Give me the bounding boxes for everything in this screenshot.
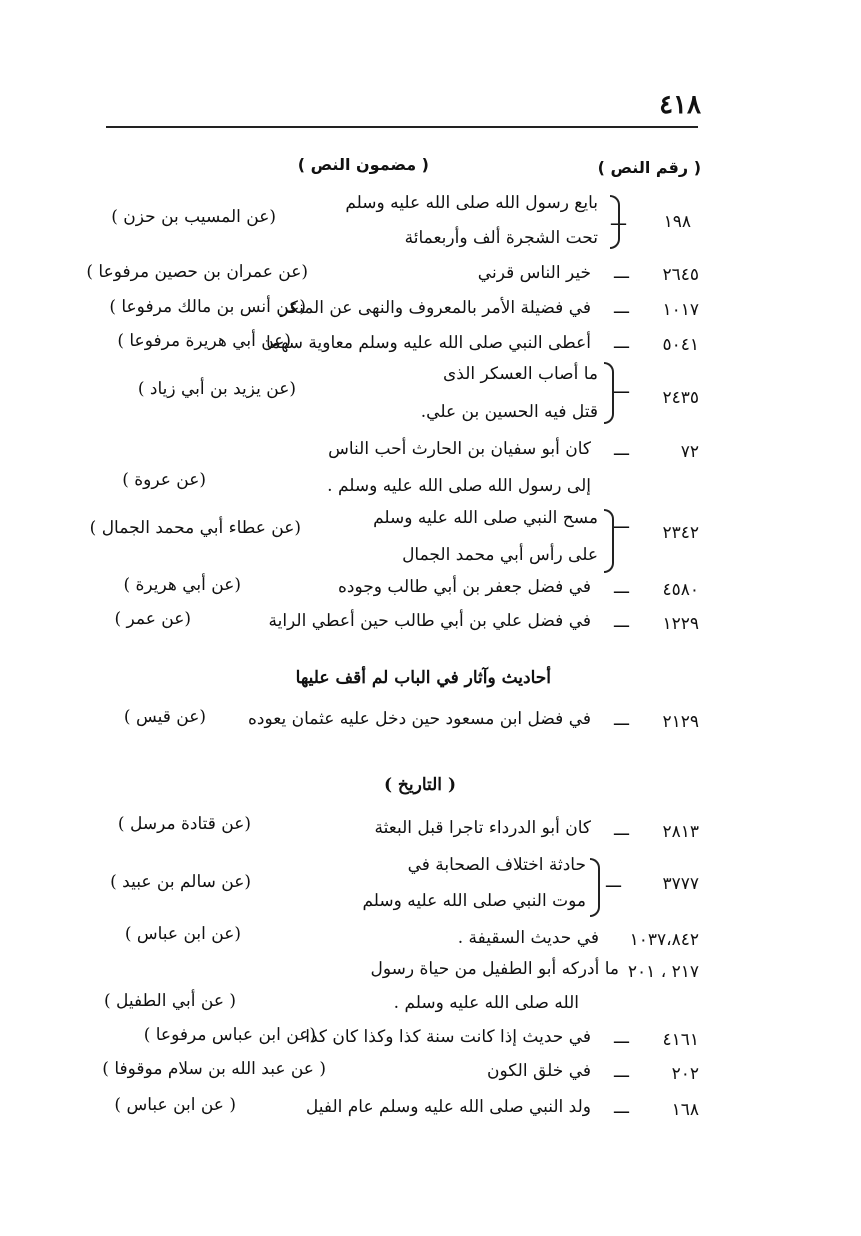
entry-source: (عن ابن عباس مرفوعا ) [143, 1025, 316, 1045]
dash: ـــ [614, 378, 629, 398]
entry-text: خير الناس قرني [477, 263, 591, 283]
entry-source: (عن عمران بن حصين مرفوعا ) [86, 262, 308, 282]
entry-text: في حديث إذا كانت سنة كذا وكذا كان كذا [305, 1027, 591, 1047]
section-heading: ( التاريخ ) [383, 775, 456, 795]
header-rule [106, 126, 698, 128]
dash: ـــ [614, 263, 629, 283]
entry-text: حادثة اختلاف الصحابة في [407, 855, 586, 875]
brace [604, 362, 614, 424]
entry-text: في خلق الكون [487, 1061, 591, 1081]
dash: ـــ [614, 578, 629, 598]
brace [610, 195, 620, 249]
entry-source: (عن سالم بن عبيد ) [110, 872, 251, 892]
entry-text: إلى رسول الله صلى الله عليه وسلم . [327, 476, 591, 496]
dash: ـــ [614, 612, 629, 632]
dash: ـــ [614, 1098, 629, 1118]
entry-text: ما أصاب العسكر الذى [442, 364, 598, 384]
entry-text: في فضل علي بن أبي طالب حين أعطي الراية [268, 611, 591, 631]
column-header-content: ( مضمون النص ) [297, 155, 429, 174]
dash: ـــ [614, 820, 629, 840]
entry-text: على رأس أبي محمد الجمال [402, 545, 598, 565]
section-heading: أحاديث وآثار في الباب لم أقف عليها [295, 668, 551, 688]
entry-text: بايع رسول الله صلى الله عليه وسلم [345, 193, 598, 213]
entry-number: ١٠٣٧،٨٤٢ [629, 930, 699, 950]
entry-number: ٣٧٧٧ [662, 874, 699, 894]
entry-number: ٢٤٣٥ [662, 388, 699, 408]
entry-source: (عن أنس بن مالك مرفوعا ) [109, 297, 306, 317]
brace [604, 509, 614, 573]
entry-source: (عن ابن عباس ) [124, 924, 241, 944]
page-number: ٤١٨ [659, 90, 701, 120]
dash: ـــ [614, 333, 629, 353]
entry-text: ما أدركه أبو الطفيل من حياة رسول [370, 959, 619, 979]
dash: ـــ [614, 1028, 629, 1048]
entry-source: (عن أبي هريرة مرفوعا ) [117, 331, 291, 351]
dash: ـــ [606, 872, 621, 892]
entry-source: ( عن ابن عباس ) [114, 1095, 236, 1115]
entry-number: ٤٥٨٠ [662, 580, 699, 600]
entry-number: ١٠١٧ [662, 300, 699, 320]
entry-number: ١٦٨ [671, 1100, 699, 1120]
entry-source: ( عن أبي الطفيل ) [103, 991, 236, 1011]
entry-number: ٤١٦١ [662, 1030, 699, 1050]
entry-source: (عن يزيد بن أبي زياد ) [137, 379, 296, 399]
dash: ـــ [614, 1062, 629, 1082]
entry-text: موت النبي صلى الله عليه وسلم [362, 891, 586, 911]
entry-number: ١٢٢٩ [662, 614, 699, 634]
entry-number: ٢١٢٩ [662, 712, 699, 732]
entry-text: تحت الشجرة ألف وأربعمائة [404, 228, 598, 248]
entry-source: (عن عروة ) [122, 470, 206, 490]
dash: ـــ [614, 513, 629, 533]
entry-number: ٥٠٤١ [662, 335, 699, 355]
entry-number: ٢١٧ ، ٢٠١ [627, 962, 699, 982]
entry-text: قتل فيه الحسين بن علي. [420, 402, 598, 422]
entry-text: في فضل جعفر بن أبي طالب وجوده [337, 577, 591, 597]
entry-source: (عن عطاء أبي محمد الجمال ) [89, 518, 301, 538]
entry-source: (عن أبي هريرة ) [123, 575, 241, 595]
entry-text: في فضل ابن مسعود حين دخل عليه عثمان يعوده [248, 709, 591, 729]
column-header-number: ( رقم النص ) [597, 158, 701, 177]
dash: ـــ [614, 440, 629, 460]
entry-source: (عن المسيب بن حزن ) [111, 207, 276, 227]
entry-number: ٢٠٢ [671, 1064, 699, 1084]
dash: ـــ [614, 298, 629, 318]
entry-text: مسح النبي صلى الله عليه وسلم [373, 508, 598, 528]
entry-text: أعطى النبي صلى الله عليه وسلم معاوية سهما [265, 333, 591, 353]
entry-text: الله صلى الله عليه وسلم . [393, 993, 579, 1013]
entry-text: كان أبو الدرداء تاجرا قبل البعثة [374, 818, 591, 838]
entry-text: في فضيلة الأمر بالمعروف والنهى عن المنكر [280, 298, 591, 318]
entry-number: ٧٢ [680, 442, 699, 462]
entry-source: ( عن عبد الله بن سلام موقوفا ) [102, 1059, 326, 1079]
entry-number: ٢٨١٣ [662, 822, 699, 842]
brace [590, 858, 600, 917]
dash: ـــ [611, 210, 626, 230]
entry-text: كان أبو سفيان بن الحارث أحب الناس [328, 439, 591, 459]
entry-source: (عن عمر ) [114, 609, 191, 629]
entry-number: ٢٦٤٥ [662, 265, 699, 285]
entry-number: ١٩٨ [663, 212, 691, 232]
entry-text: في حديث السقيفة . [457, 928, 599, 948]
dash: ـــ [614, 710, 629, 730]
entry-source: (عن قتادة مرسل ) [117, 814, 251, 834]
entry-text: ولد النبي صلى الله عليه وسلم عام الفيل [305, 1097, 591, 1117]
entry-number: ٢٣٤٢ [662, 523, 699, 543]
entry-source: (عن قيس ) [123, 707, 206, 727]
